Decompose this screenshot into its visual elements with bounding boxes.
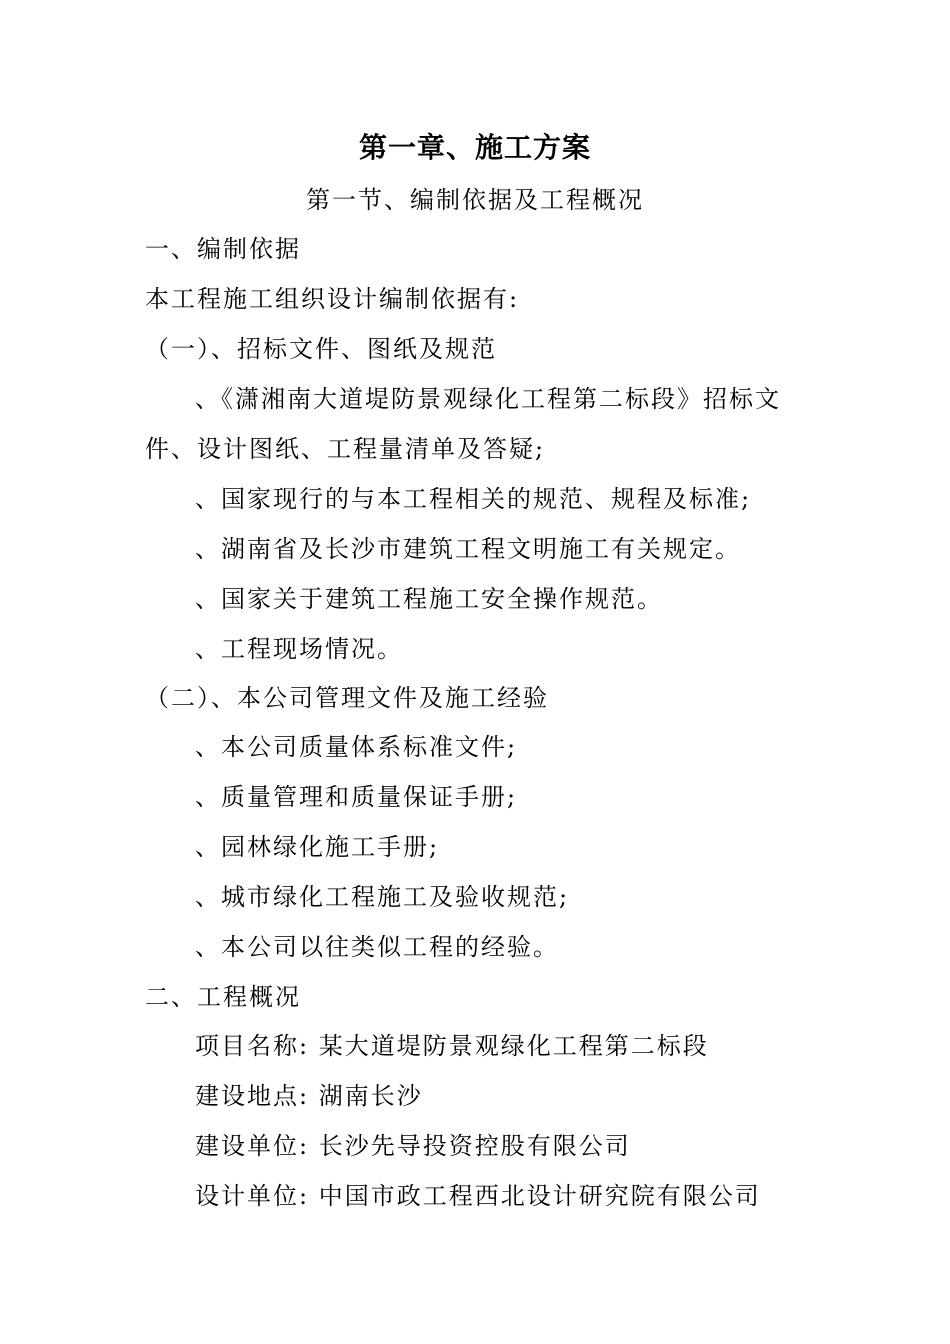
intro-paragraph: 本工程施工组织设计编制依据有: (145, 285, 520, 313)
overview-value: 某大道堤防景观绿化工程第二标段 (318, 1032, 709, 1060)
group2-title: （二）、本公司管理文件及施工经验 (145, 684, 549, 712)
group1-title: （一）、招标文件、图纸及规范 (145, 335, 497, 363)
overview-label: 建设单位: (195, 1132, 310, 1160)
overview-value: 湖南长沙 (318, 1082, 423, 1110)
list-item: 、园林绿化施工手册; (195, 833, 440, 861)
list-item: 、质量管理和质量保证手册; (195, 783, 518, 811)
list-item-continuation: 件、设计图纸、工程量清单及答疑; (145, 435, 546, 463)
section-title: 第一节、编制依据及工程概况 (306, 186, 644, 214)
overview-row-client (195, 1126, 631, 1166)
overview-label: 建设地点: (195, 1082, 310, 1110)
list-item: 、本公司以往类似工程的经验。 (195, 933, 559, 961)
heading-basis: 一、编制依据 (145, 235, 301, 263)
overview-value: 中国市政工程西北设计研究院有限公司 (318, 1182, 761, 1210)
list-item: 、本公司质量体系标准文件; (195, 733, 518, 761)
overview-row-designer (195, 1176, 761, 1216)
list-item: 、城市绿化工程施工及验收规范; (195, 883, 570, 911)
list-item: 、工程现场情况。 (195, 635, 403, 663)
list-item: 、国家现行的与本工程相关的规范、规程及标准; (195, 485, 752, 513)
chapter-title: 第一章、施工方案 (358, 131, 591, 164)
list-item: 、国家关于建筑工程施工安全操作规范。 (195, 585, 663, 613)
list-item: 、《潇湘南大道堤防景观绿化工程第二标段》招标文 (195, 385, 781, 413)
overview-value: 长沙先导投资控股有限公司 (318, 1132, 631, 1160)
heading-overview: 二、工程概况 (145, 983, 301, 1011)
overview-row-location (195, 1076, 423, 1116)
list-item: 、湖南省及长沙市建筑工程文明施工有关规定。 (195, 535, 741, 563)
overview-label: 设计单位: (195, 1182, 310, 1210)
overview-row-project-name (195, 1026, 709, 1066)
overview-label: 项目名称: (195, 1032, 310, 1060)
